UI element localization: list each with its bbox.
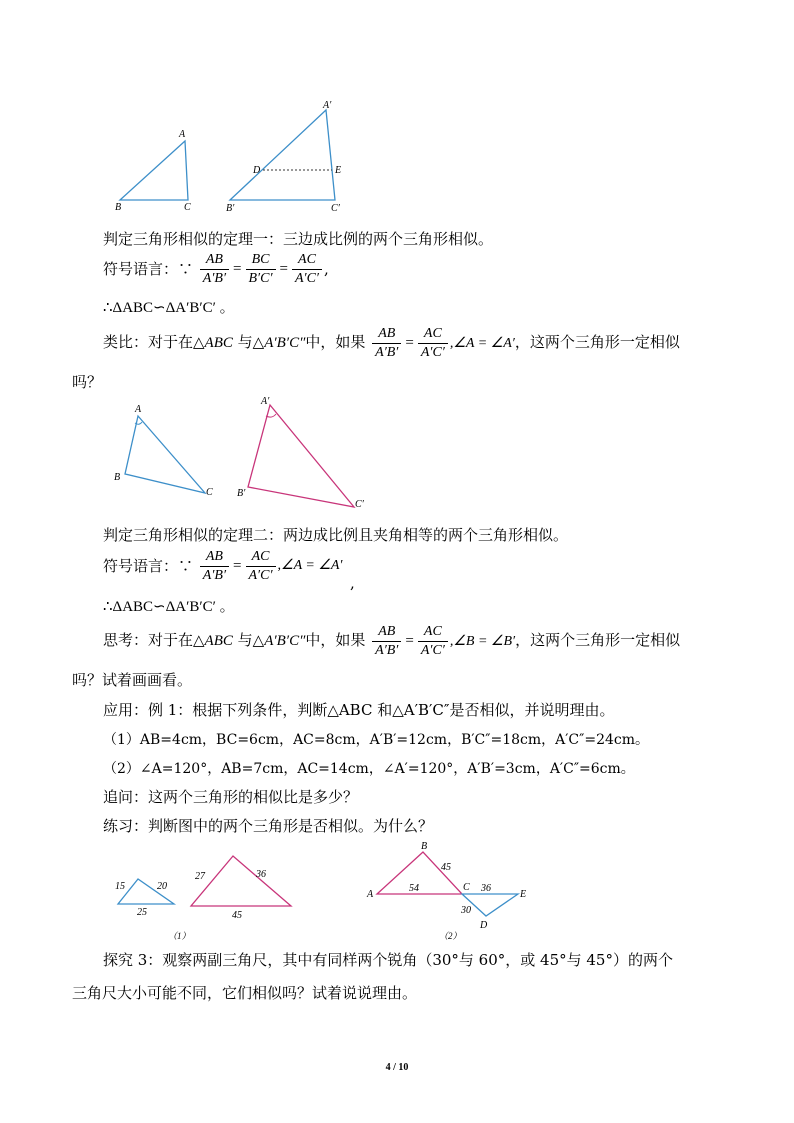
side-25: 25 <box>137 907 147 918</box>
side-ce-36: 36 <box>481 883 491 894</box>
triangle-abc-practice <box>377 852 462 894</box>
side-ab-45: 45 <box>441 862 451 873</box>
label-e-practice: E <box>520 889 527 900</box>
triangle-abc <box>120 141 188 200</box>
fraction-ac: $\frac{AC}{A'C'}$ <box>292 252 322 287</box>
label-c-2: C <box>206 487 213 498</box>
label-a: A <box>179 129 186 140</box>
application-item1: （1）AB=4cm，BC=6cm，AC=8cm，A′B′=12cm，B′C″=18cm，A′C″=24cm。 <box>103 732 650 748</box>
figure-sas-triangles <box>110 395 380 510</box>
side-ac-54: 54 <box>409 883 419 894</box>
page-number: 4 / 10 <box>385 1062 409 1073</box>
label-d-practice: D <box>480 920 488 931</box>
theorem1-title: 判定三角形相似的定理一：三边成比例的两个三角形相似。 <box>103 230 494 248</box>
practice-question: 练习：判断图中的两个三角形是否相似。为什么？ <box>103 817 434 835</box>
side-cd-30: 30 <box>461 905 471 916</box>
side-27: 27 <box>195 871 205 882</box>
fraction-ab: $\frac{AB}{A'B'}$ <box>200 252 229 287</box>
figure-sss-triangles <box>105 98 365 218</box>
side-15: 15 <box>115 881 125 892</box>
explore-line1: 探究 3：观察两副三角尺，其中有同样两个锐角（30°与 60°，或 45°与 45°）的两个 <box>103 951 673 969</box>
label-b-prime-2: B′ <box>237 488 246 499</box>
label-c-practice: C <box>463 882 470 893</box>
analogy-line2: 吗？ <box>72 373 103 391</box>
explore-line2: 三角尺大小可能不同，它们相似吗？试着说说理由。 <box>72 984 418 1002</box>
label-c-prime: C′ <box>331 203 340 214</box>
label-e: E <box>335 165 342 176</box>
theorem1-symbol-line: 符号语言：∵ $\frac{AB}{A'B'}$ = $\frac{BC}{B'C'}$ = $\frac{AC}{A'C'}$ , <box>103 251 329 286</box>
label-a-prime: A′ <box>323 100 332 111</box>
symbol-label: 符号语言：∵ <box>103 260 194 278</box>
side-45: 45 <box>232 910 242 921</box>
triangle-a1b1c1 <box>230 110 335 200</box>
label-a-prime-2: A′ <box>261 396 270 407</box>
application-item2: （2）∠A=120°，AB=7cm，AC=14cm，∠A′=120°，A′B′=3cm，A′C″=6cm。 <box>103 761 635 777</box>
label-d: D <box>253 165 261 176</box>
theorem1-conclusion: ∴ΔABC∽ΔA′B′C′ 。 <box>103 300 235 316</box>
think-question: 思考：对于在△ABC 与△A′B′C″中，如果 $\frac{AB}{A'B'}$ = $\frac{AC}{A'C'}$ ,∠B = ∠B′，这两个三角形一定相似 <box>103 623 681 658</box>
caption-2: （2） <box>439 931 462 941</box>
side-36: 36 <box>256 869 266 880</box>
label-c: C <box>184 202 191 213</box>
side-20: 20 <box>157 881 167 892</box>
label-b-prime: B′ <box>226 203 235 214</box>
analogy-question: 类比：对于在△ABC 与△A′B′C″中，如果 $\frac{AB}{A'B'}$ = $\frac{AC}{A'C'}$ ,∠A = ∠A′，这两个三角形一定相似 <box>103 325 680 360</box>
theorem2-comma: , <box>350 574 355 592</box>
think-line2: 吗？试着画画看。 <box>72 671 193 689</box>
theorem2-conclusion: ∴ΔABC∽ΔA′B′C′ 。 <box>103 599 235 615</box>
label-b-2: B <box>114 472 121 483</box>
application-intro: 应用：例 1：根据下列条件，判断△ABC 和△A′B′C″是否相似，并说明理由。 <box>103 701 615 719</box>
caption-1: （1） <box>168 931 191 941</box>
label-a-practice: A <box>367 889 374 900</box>
theorem2-symbol-line: 符号语言：∵ $\frac{AB}{A'B'}$ = $\frac{AC}{A'C'}$ ,∠A = ∠A′ <box>103 548 343 583</box>
figure-practice <box>108 838 538 948</box>
large-triangle-27-36-45 <box>191 856 291 906</box>
label-a-2: A <box>135 404 142 415</box>
triangle-a1b1c1-2 <box>248 405 354 507</box>
label-c-prime-2: C′ <box>355 499 364 510</box>
triangle-abc-2 <box>125 416 205 493</box>
label-b-practice: B <box>421 841 428 852</box>
theorem2-title: 判定三角形相似的定理二：两边成比例且夹角相等的两个三角形相似。 <box>103 526 569 544</box>
fraction-bc: $\frac{BC}{B'C'}$ <box>246 252 276 287</box>
followup-question: 追问：这两个三角形的相似比是多少？ <box>103 788 359 806</box>
label-b: B <box>115 202 122 213</box>
